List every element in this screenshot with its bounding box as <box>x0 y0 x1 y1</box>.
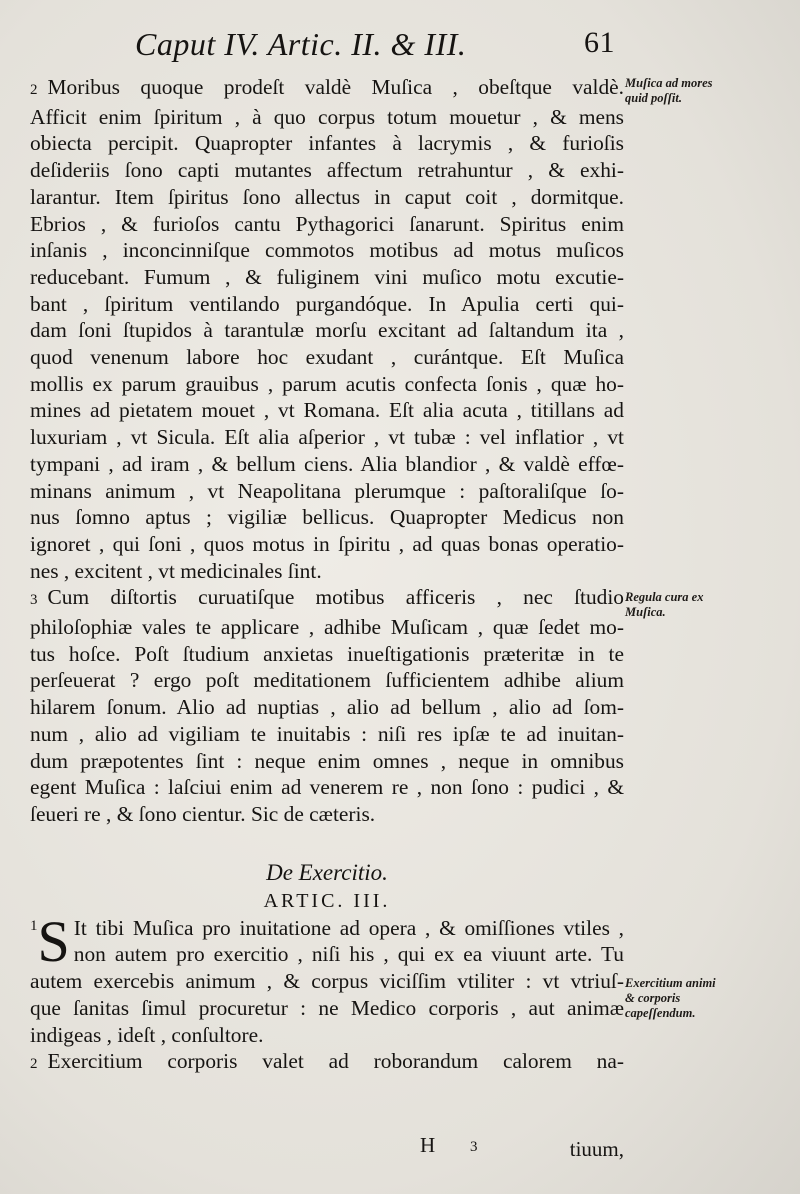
text-line: Ebrios , & furioſos cantu Pythagorici ſanarunt. Spiritus enim <box>30 211 624 236</box>
text-line: quod venenum labore hoc exudant , curántque. Eſt Muſica <box>30 345 624 370</box>
text-line: reducebant. Fumum , & fuliginem vini muſico motu excutie- <box>30 264 624 289</box>
section-subheading: De Exercitio. <box>266 859 388 885</box>
text-line: nus ſomno aptus ; vigiliæ bellicus. Quapropter Medicus non <box>30 505 624 530</box>
text-line: deſideriis ſono capti mutantes affectum retrahuntur , & exhi- <box>30 158 624 183</box>
paragraph-number: 2 <box>30 1056 38 1073</box>
text-line: tympani , ad iram , & bellum ciens. Alia blandior , & valdè effœ- <box>30 451 624 476</box>
header-title: Caput IV. Artic. II. & III. <box>135 26 467 62</box>
text-line: egent Muſica : laſciui enim ad venerem re , non ſono : pudici , & <box>30 775 624 800</box>
text-line: philoſophiæ vales te applicare , adhibe Muſicam , quæ ſedet mo- <box>30 615 624 640</box>
margin-note-music-cure: Regula cura ex Muſica. <box>625 590 704 619</box>
text-line: luxuriam , vt Sicula. Eſt alia aſperior , vt tubæ : vel inflatior , vt <box>30 425 624 450</box>
main-text <box>30 74 624 1078</box>
text-line: autem exercebis animum , & corpus viciſſim vtiliter : vt vtriuſ- <box>30 969 624 994</box>
text-line: It tibi Muſica pro inuitatione ad opera , & omiſſiones vtiles , <box>73 915 624 940</box>
text-line: mines ad pietatem mouet , vt Romana. Eſt alia acuta , titillans ad <box>30 398 624 423</box>
text-line: dam ſoni ſtupidos à tarantulæ morſu excitant ad ſaltandum ita , <box>30 318 624 343</box>
paragraph-section-2 <box>30 74 624 584</box>
text-line: bant , ſpiritum ventilando purgandóque. In Apulia certi qui- <box>30 291 624 316</box>
drop-capital: S <box>37 908 70 974</box>
paragraph-number: 1 <box>30 917 38 934</box>
text-line: ſeueri re , & ſono cientur. Sic de cæteris. <box>30 801 376 826</box>
margin-note-music-morals: Muſica ad mores quid poſſit. <box>625 76 713 105</box>
text-line: perſeuerat ? ergo poſt meditationem ſufficientem adhibe alium <box>30 668 624 693</box>
text-line: Afficit enim ſpiritum , à quo corpus totum mouetur , & mens <box>30 104 624 129</box>
paragraph-number: 3 <box>30 592 38 609</box>
text-line: indigeas , ideſt , conſultore. <box>30 1022 264 1047</box>
page-number: 61 <box>584 26 615 59</box>
text-line: tus hoſce. Poſt ſtudium anxietas inueſtigationis præteritæ in te <box>30 641 624 666</box>
text-line: Cum diſtortis curuatiſque motibus afficeris , nec ſtudio <box>47 585 624 610</box>
article-heading: ARTIC. III. <box>263 889 391 912</box>
running-header <box>135 26 615 66</box>
signature-mark: H <box>420 1133 436 1157</box>
text-line: Moribus quoque prodeſt valdè Muſica , obeſtque valdè. <box>47 75 624 99</box>
text-line: non autem pro exercitio , niſi his , qui ex ea viuunt arte. Tu <box>73 942 624 967</box>
margin-note-exercise: Exercitium animi & corporis capeſſendum. <box>625 976 716 1020</box>
text-line: Exercitium corporis valet ad roborandum calorem na- <box>47 1049 624 1074</box>
text-line: larantur. Item ſpiritus ſono allectus in caput coit , dormitque. <box>30 184 624 209</box>
text-line: num , alio ad vigiliam te inuitabis : niſi res ipſæ te ad inuitan- <box>30 721 624 746</box>
text-line: obiecta percipit. Quapropter infantes à lacrymis , & furioſis <box>30 131 624 156</box>
text-line: hilarem ſonum. Alio ad nuptias , alio ad bellum , alio ad ſom- <box>30 695 624 720</box>
page-footer <box>410 1133 624 1163</box>
text-line: inſanis , inconcinniſque commotos motibus ad motus muſicos <box>30 238 624 263</box>
text-line: nes , excitent , vt medicinales ſint. <box>30 558 322 583</box>
paragraph-section-3 <box>30 584 624 827</box>
text-line: mollis ex parum grauibus , parum acutis confecta ſonis , quæ ho- <box>30 371 624 396</box>
catchword: tiuum, <box>569 1137 624 1161</box>
paragraph-number: 2 <box>30 82 38 98</box>
text-line: que ſanitas ſimul procuretur : ne Medico corporis , aut animæ <box>30 995 624 1020</box>
text-line: minans animum , vt Neapolitana plerumque : paſtoraliſque ſo- <box>30 478 624 503</box>
text-line: dum præpotentes ſint : neque enim omnes , neque in omnibus <box>30 748 624 773</box>
text-line: ignoret , qui ſoni , quos motus in ſpiritu , ad quas bonas operatio- <box>30 531 624 556</box>
paragraph-article3-section-1 <box>30 908 624 1049</box>
signature-number: 3 <box>470 1139 478 1155</box>
paragraph-article3-section-2 <box>30 1048 624 1078</box>
